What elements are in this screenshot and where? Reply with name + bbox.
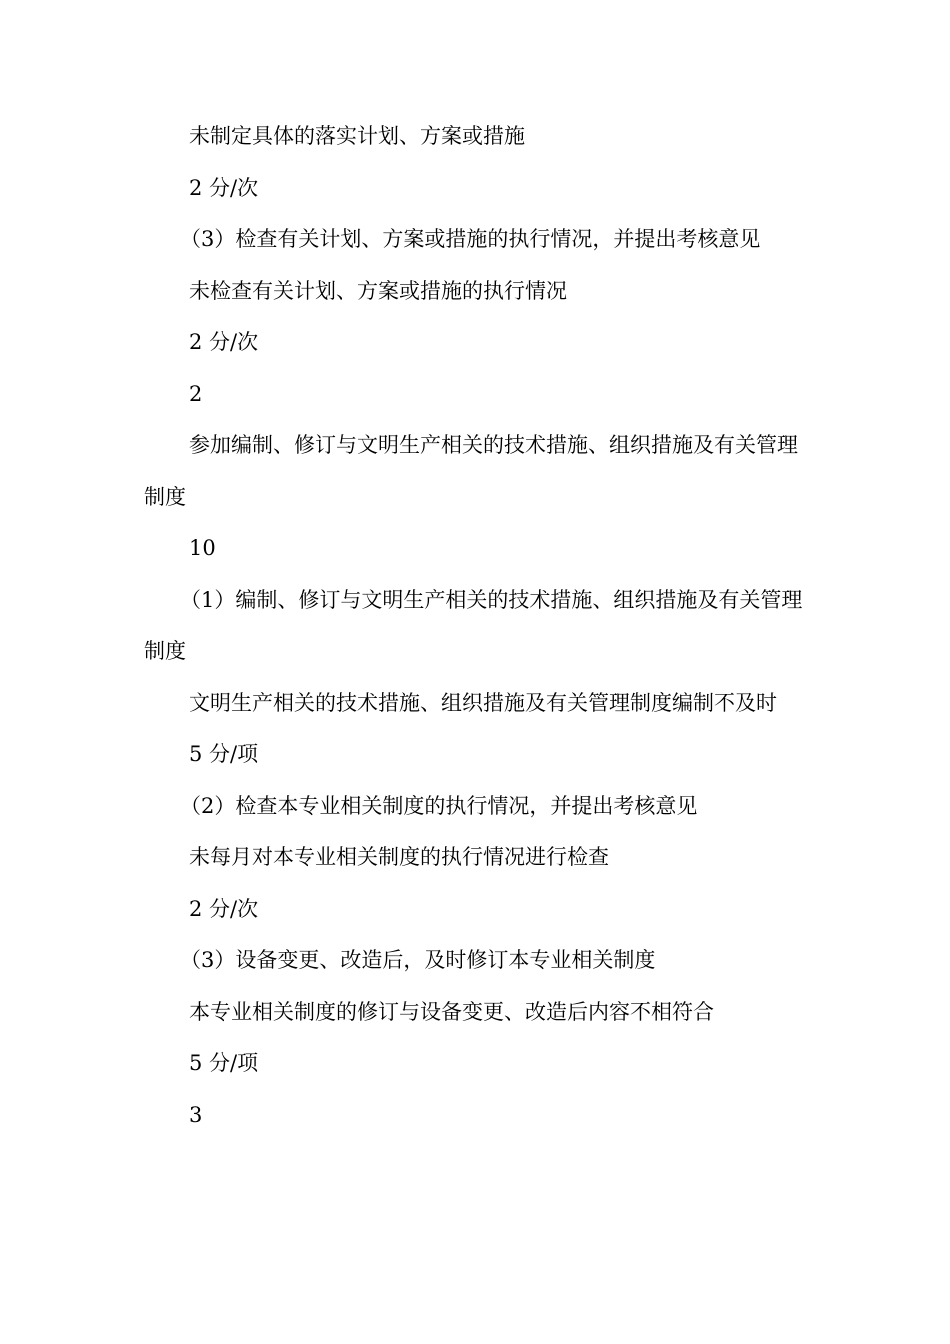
paragraph: 5 分/项 [189, 1051, 259, 1075]
paragraph: 10 [189, 536, 216, 560]
paragraph: （2）检查本专业相关制度的执行情况，并提出考核意见 [180, 793, 698, 818]
paragraph: 2 分/次 [189, 175, 259, 200]
paragraph: 本专业相关制度的修订与设备变更、改造后内容不相符合 [189, 999, 714, 1024]
paragraph: （3）检查有关计划、方案或措施的执行情况，并提出考核意见 [180, 227, 761, 251]
paragraph: 3 [189, 1102, 203, 1127]
paragraph: （1）编制、修订与文明生产相关的技术措施、组织措施及有关管理制度 [144, 587, 803, 663]
paragraph: 未每月对本专业相关制度的执行情况进行检查 [189, 845, 609, 869]
paragraph: 5 分/项 [189, 742, 259, 766]
document-body [144, 111, 806, 1141]
paragraph: 2 分/次 [189, 896, 259, 921]
paragraph: 未制定具体的落实计划、方案或措施 [189, 124, 525, 148]
paragraph: 参加编制、修订与文明生产相关的技术措施、组织措施及有关管理制度 [144, 433, 798, 509]
paragraph: （3）设备变更、改造后，及时修订本专业相关制度 [180, 948, 656, 972]
paragraph: 文明生产相关的技术措施、组织措施及有关管理制度编制不及时 [189, 690, 777, 715]
paragraph: 2 分/次 [189, 330, 259, 354]
paragraph: 未检查有关计划、方案或措施的执行情况 [189, 278, 567, 303]
paragraph: 2 [189, 381, 203, 406]
